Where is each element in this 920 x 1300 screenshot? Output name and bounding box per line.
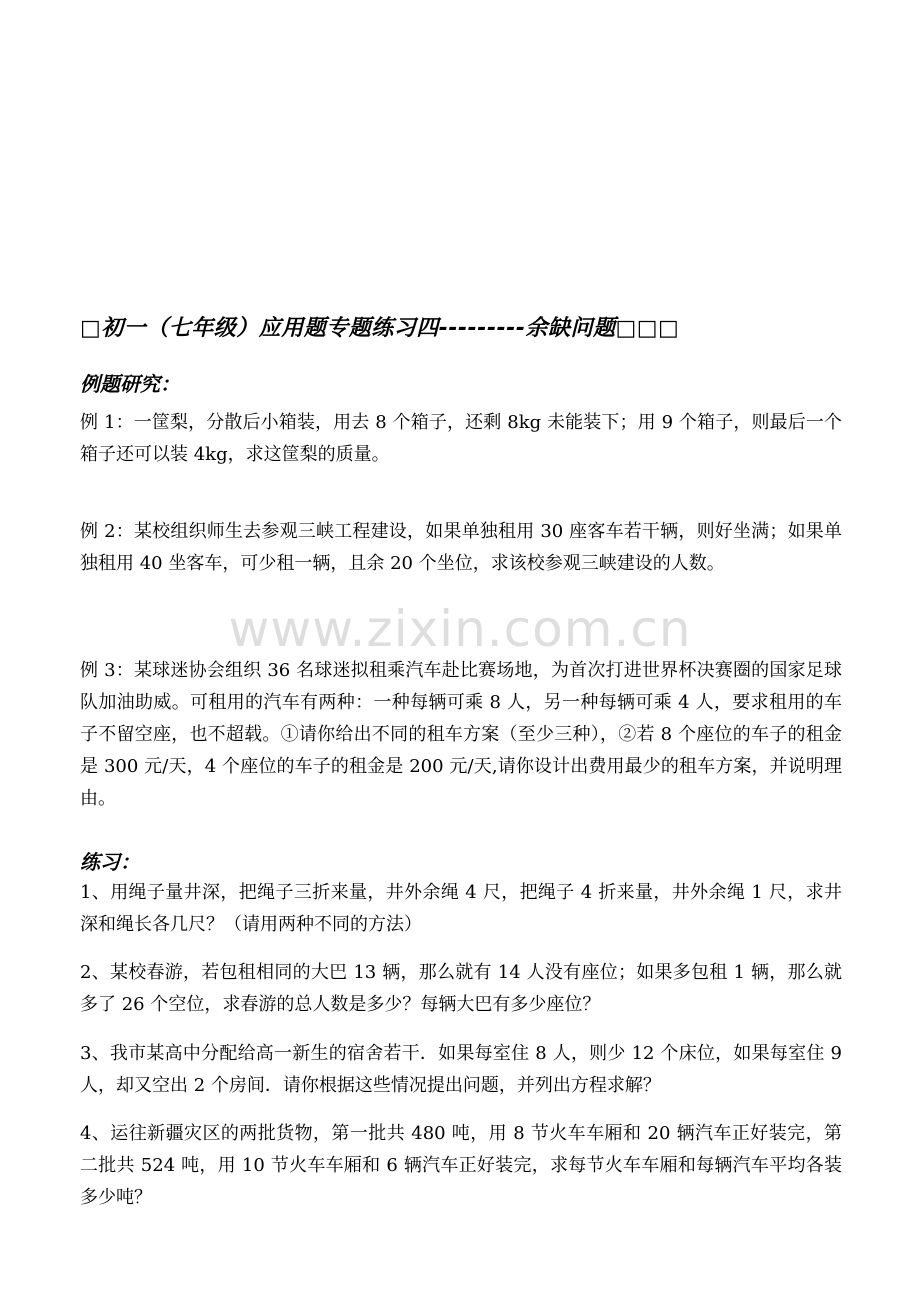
document-title: □初一（七年级）应用题专题练习四---------余缺问题□□□	[80, 316, 680, 341]
example-2: 例 2：某校组织师生去参观三峡工程建设，如果单独租用 30 座客车若干辆，则好坐满；如果单独租用 40 坐客车，可少租一辆，且余 20 个坐位，求该校参观三峡建设的人数。	[80, 521, 842, 574]
practice-item-4: 4、运往新疆灾区的两批货物，第一批共 480 吨，用 8 节火车车厢和 20 辆汽车正好装完，第二批共 524 吨，用 10 节火车车厢和 6 辆汽车正好装完，求每节火车车厢和每辆汽车平均各装多少吨？	[80, 1123, 842, 1208]
practice-item-1: 1、用绳子量井深，把绳子三折来量，井外余绳 4 尺，把绳子 4 折来量，井外余绳 1 尺，求井深和绳长各几尺？（请用两种不同的方法）	[80, 882, 842, 935]
example-1: 例 1：一筐梨，分散后小箱装，用去 8 个箱子，还剩 8kg 未能装下；用 9 个箱子，则最后一个箱子还可以装 4kg，求这筐梨的质量。	[80, 412, 842, 465]
examples-heading: 例题研究：	[80, 372, 180, 396]
watermark: www.zixin.com.cn	[228, 600, 692, 658]
example-3: 例 3：某球迷协会组织 36 名球迷拟租乘汽车赴比赛场地，为首次打进世界杯决赛圈的国家足球队加油助威。可租用的汽车有两种：一种每辆可乘 8 人，另一种每辆可乘 4 人，要求租用的车子不留空座，也不超载。①请你给出不同的租车方案（至少三种），②若 8 个座位的车子的租金是 300 元/天，4 个座位的车子的租金是 200 元/天,请你设计出费用最少的租车方案，并说明理由。	[80, 660, 842, 809]
practice-heading: 练习：	[80, 850, 140, 874]
practice-item-2: 2、某校春游，若包租相同的大巴 13 辆，那么就有 14 人没有座位；如果多包租 1 辆，那么就多了 26 个空位，求春游的总人数是多少？每辆大巴有多少座位？	[80, 962, 842, 1015]
practice-item-3: 3、我市某高中分配给高一新生的宿舍若干．如果每室住 8 人，则少 12 个床位，如果每室住 9 人，却又空出 2 个房间．请你根据这些情况提出问题，并列出方程求解？	[80, 1043, 842, 1096]
